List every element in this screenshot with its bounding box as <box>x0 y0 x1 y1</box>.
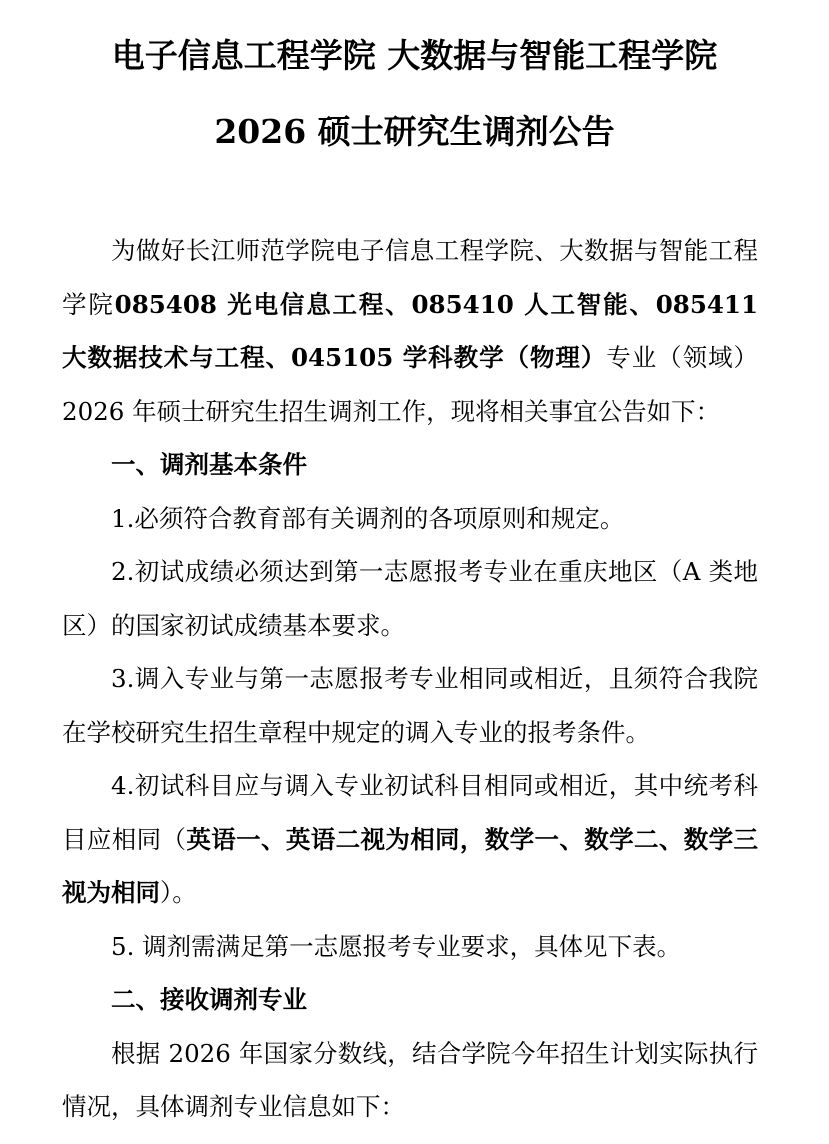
section1-item5: 5. 调剂需满足第一志愿报考专业要求，具体见下表。 <box>111 931 682 961</box>
item4-bold: 英语一、英语二视为相同，数学一、数学二、数学三视为相同 <box>62 824 759 907</box>
document-title-line1: 电子信息工程学院 大数据与智能工程学院 <box>111 36 718 75</box>
item4-suffix: ）。 <box>160 878 197 907</box>
intro-prefix: 为做好长江师范学院电子信息工程学院、大数据与智能工程学院 <box>62 236 758 319</box>
intro-majors: 085408 光电信息工程、085410 人工智能、085411 大数据技术与工程、045105 学科教学（物理） <box>62 289 759 372</box>
document-body <box>62 224 758 1134</box>
section1-item1: 1.必须符合教育部有关调剂的各项原则和规定。 <box>111 503 625 533</box>
section1-item3: 3.调入专业与第一志愿报考专业相同或相近，且须符合我院在学校研究生招生章程中规定的调入专业的报考条件。 <box>62 664 758 747</box>
intro-paragraph <box>62 224 758 438</box>
intro-suffix: 专业（领域）2026 年硕士研究生招生调剂工作，现将相关事宜公告如下： <box>62 343 759 426</box>
section1-item2: 2.初试成绩必须达到第一志愿报考专业在重庆地区（A 类地区）的国家初试成绩基本要求。 <box>62 557 758 640</box>
section1-heading: 一、调剂基本条件 <box>111 450 307 479</box>
item4-prefix: 4.初试科目应与调入专业初试科目相同或相近，其中统考科目应相同（ <box>62 771 758 854</box>
section1-item4 <box>62 759 758 920</box>
section2-paragraph: 根据 2026 年国家分数线，结合学院今年招生计划实际执行情况，具体调剂专业信息如下： <box>62 1038 758 1121</box>
document-title-line2: 2026 硕士研究生调剂公告 <box>214 112 615 151</box>
section2-heading: 二、接收调剂专业 <box>111 985 307 1014</box>
